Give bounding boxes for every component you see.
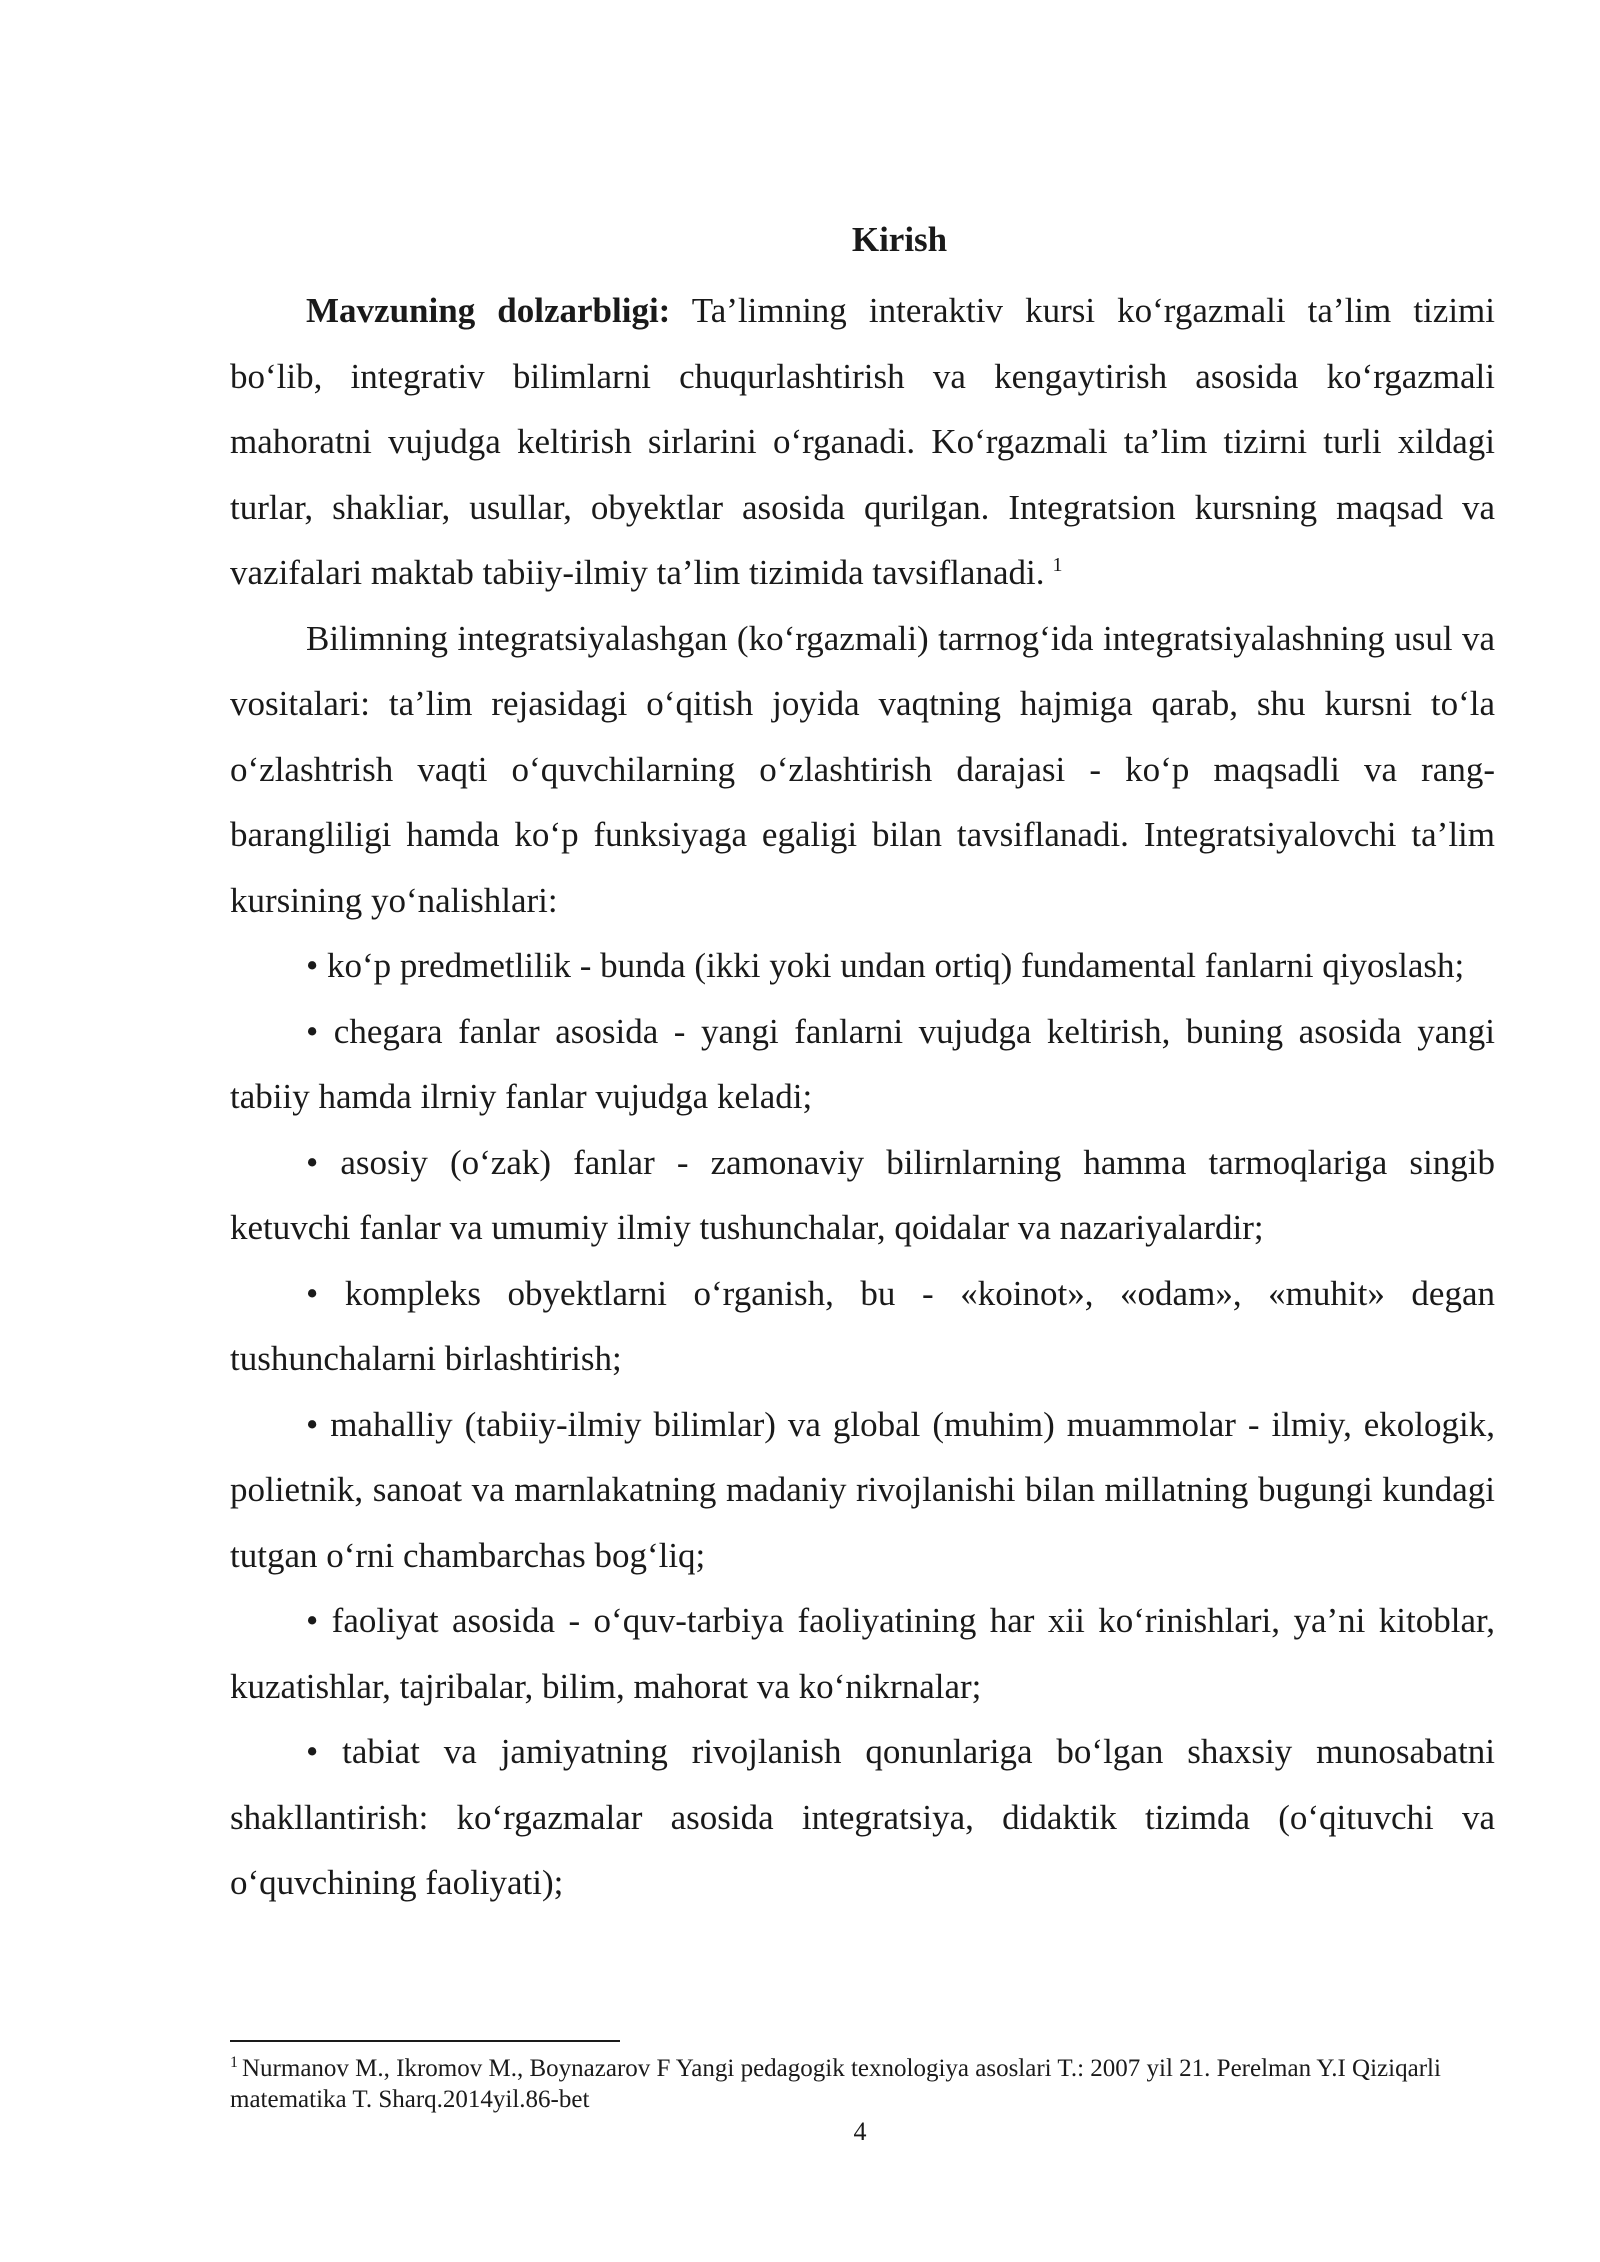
paragraph-integration: Bilimning integratsiyalashgan (ko‘rgazmali) tarrnog‘ida integratsiyalashning usul va vositalari: ta’lim rejasidagi o‘qitish joyida vaqtning hajmiga qarab, shu kursni to‘la o‘zlashtrish vaqti o‘quvchilarning o‘zlashtirish darajasi - ko‘p maqsadli va rang-barangliligi hamda ko‘p funksiyaga egaligi bilan tavsiflanadi. Integratsiyalovchi ta’lim kursining yo‘nalishlari: [230,618,1495,920]
list-item: • chegara fanlar asosida - yangi fanlarni vujudga keltirish, buning asosida yangi tabiiy hamda ilrniy fanlar vujudga keladi; [230,1011,1495,1116]
footnote-reference: 1 [1052,554,1063,577]
list-item: • asosiy (o‘zak) fanlar - zamonaviy bilirnlarning hamma tarmoqlariga singib ketuvchi fanlar va umumiy ilmiy tushunchalar, qoidalar va nazariyalardir; [230,1142,1495,1247]
list-item: • mahalliy (tabiiy-ilmiy bilimlar) va global (muhim) muammolar - ilmiy, ekologik, polietnik, sanoat va marnlakatning madaniy rivojlanishi bilan millatning bugungi kundagi tutgan o‘rni chambarchas bog‘liq; [230,1404,1495,1575]
list-item: • ko‘p predmetlilik - bunda (ikki yoki undan ortiq) fundamental fanlarni qiyoslash; [306,946,1465,985]
footnote-separator [230,2040,620,2042]
list-item: • faoliyat asosida - o‘quv-tarbiya faoliyatining har xii ko‘rinishlari, ya’ni kitoblar, kuzatishlar, tajribalar, bilim, mahorat va ko‘nikrnalar; [230,1601,1495,1706]
intro-text: Ta’limning interaktiv kursi ko‘rgazmali ta’lim tizimi bo‘lib, integrativ bilimlarni chuqurlashtirish va kengaytirish asosida ko‘rgazmali mahoratni vujudga keltirish sirlarini o‘rganadi. Ko‘rgazmali ta’lim tizirni turli xildagi turlar, shakliar, usullar, obyektlar asosida qurilgan. Integratsion kursning maqsad va vazifalari maktab tabiiy-ilmiy ta’lim tizimida tavsiflanadi. [230,291,1495,592]
footnote-text: Nurmanov M., Ikromov M., Boynazarov F Yangi pedagogik texnologiya asoslari T.: 2007 yil 21. Perelman Y.I Qiziqarli matematika T. Sharq.2014yil.86-bet [230,2055,1441,2113]
list-item: • kompleks obyektlarni o‘rganish, bu - «koinot», «odam», «muhit» degan tushunchalarni birlashtirish; [230,1273,1495,1378]
intro-paragraph [230,278,1495,606]
page-body [230,212,1495,1916]
page-number: 4 [853,2117,867,2146]
intro-lead: Mavzuning dolzarbligi: [306,291,671,330]
section-title: Kirish [851,220,948,259]
footnote [230,2053,1495,2115]
footnote-marker: 1 [230,2053,238,2071]
list-item: • tabiat va jamiyatning rivojlanish qonunlariga bo‘lgan shaxsiy munosabatni shakllantirish: ko‘rgazmalar asosida integratsiya, didaktik tizimda (o‘qituvchi va o‘quvchining faoliyati); [230,1732,1495,1902]
